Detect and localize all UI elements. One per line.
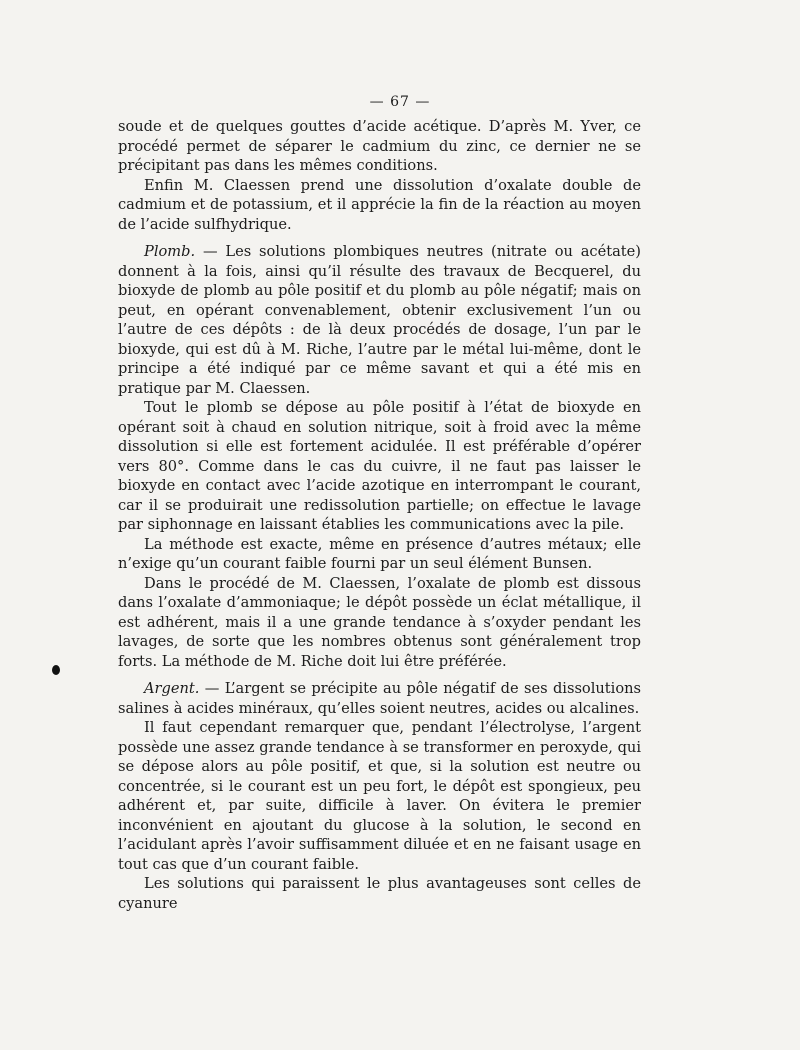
margin-ink-dot (52, 665, 60, 675)
section-heading-plomb: Plomb. (144, 243, 196, 260)
paragraph-text: La méthode est exacte, même en présence d’autres métaux; elle n’exige qu’un courant faible fourni par un seul élément Bunsen. (118, 535, 641, 572)
paragraph-9 (118, 874, 641, 913)
paragraph-1-continuation (118, 117, 641, 176)
paragraph-text: Les solutions qui paraissent le plus avantageuses sont celles de cyanure (118, 875, 641, 912)
paragraph-8 (118, 718, 641, 874)
paragraph-text: Tout le plomb se dépose au pôle positif à l’état de bioxyde en opérant soit à chaud en solution nitrique, soit à froid avec la même dissolution si elle est fortement acidulée. Il est préférable d’opérer vers 80°. Comme dans le cas du cuivre, il ne faut pas laisser le bioxyde en contact avec l’acide azotique en interrompant le courant, car il se produirait une redissolution partielle; on effectue le lavage par siphonnage en laissant établies les communications avec la pile. (118, 399, 641, 533)
paragraph-6 (118, 574, 641, 672)
paragraph-4 (118, 398, 641, 535)
body-text (118, 117, 641, 913)
paragraph-text: — L’argent se précipite au pôle négatif de ses dissolutions salines à acides minéraux, qu’elles soient neutres, acides ou alcalines. (118, 680, 641, 717)
paragraph-2 (118, 176, 641, 235)
paragraph-plomb-intro (118, 242, 641, 398)
page-number: — 67 — (369, 94, 431, 110)
section-heading-argent: Argent. (144, 680, 200, 697)
paragraph-argent-intro (118, 679, 641, 718)
paragraph-text: Enfin M. Claessen prend une dissolution d’oxalate double de cadmium et de potassium, et il apprécie la fin de la réaction au moyen de l’acide sulfhydrique. (118, 176, 641, 233)
paragraph-text: Il faut cependant remarquer que, pendant l’électrolyse, l’argent possède une assez grande tendance à se transformer en peroxyde, qui se dépose alors au pôle positif, et que, si la solution est neutre ou concentrée, si le courant est un peu fort, le dépôt est spongieux, peu adhérent et, par suite, difficile à laver. On évitera le premier inconvénient en ajoutant du glucose à la solution, le second en l’acidulant après l’avoir suffisamment diluée et en ne faisant usage en tout cas que d’un courant faible. (118, 719, 641, 873)
paragraph-text: Dans le procédé de M. Claessen, l’oxalate de plomb est dissous dans l’oxalate d’ammoniaque; le dépôt possède un éclat métallique, il est adhérent, mais il a une grande tendance à s’oxyder pendant les lavages, de sorte que les nombres obtenus sont généralement trop forts. La méthode de M. Riche doit lui être préférée. (118, 574, 641, 670)
paragraph-text: soude et de quelques gouttes d’acide acétique. D’après M. Yver, ce procédé permet de séparer le cadmium du zinc, ce dernier ne se précipitant pas dans les mêmes conditions. (118, 118, 641, 174)
paragraph-5 (118, 535, 641, 574)
paragraph-text: — Les solutions plombiques neutres (nitrate ou acétate) donnent à la fois, ainsi qu’il résulte des travaux de Becquerel, du bioxyde de plomb au pôle positif et du plomb au pôle négatif; mais on peut, en opérant convenablement, obtenir exclusivement l’un ou l’autre de ces dépôts : de là deux procédés de dosage, l’un par le bioxyde, qui est dû à M. Riche, l’autre par le métal lui-même, dont le principe a été indiqué par ce même savant et qui a été mis en pratique par M. Claessen. (118, 243, 641, 397)
